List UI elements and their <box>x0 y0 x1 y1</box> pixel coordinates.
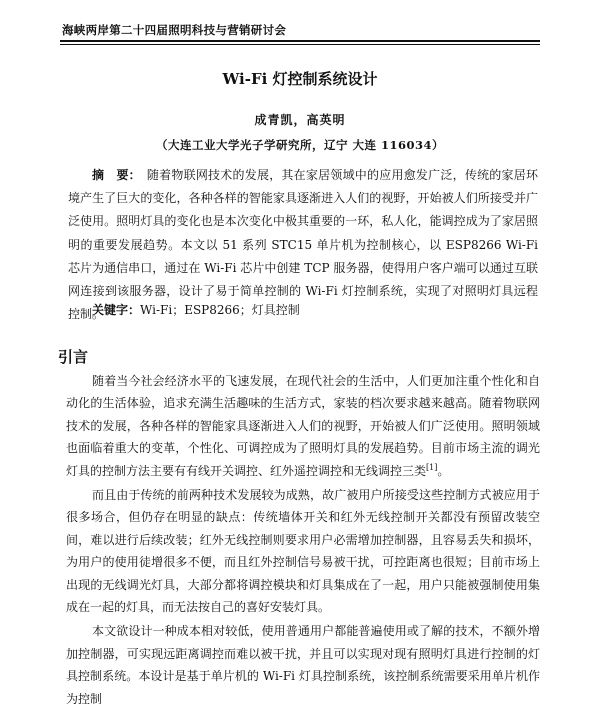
running-head: 海峡两岸第二十四届照明科技与营销研讨会 <box>62 23 287 37</box>
affiliation: （大连工业大学光子学研究所，辽宁 大连 116034） <box>155 138 444 152</box>
header-rule-thick <box>60 40 540 42</box>
intro-paragraph-3: 本文欲设计一种成本相对较低，使用普通用户都能普遍使用或了解的技术，不额外增加控制器，可实现远距离调控而难以被干扰，并且可以实现对现有照明灯具进行控制的灯具控制系统。本设计是基于单片机的 Wi-Fi 灯具控制系统，该控制系统需要采用单片机作为控制 <box>66 624 540 706</box>
keywords-label: 关键字： <box>92 303 141 317</box>
section-heading-intro: 引言 <box>58 348 89 366</box>
abstract-label: 摘 要： <box>92 168 141 182</box>
intro-paragraph-1 <box>66 370 540 482</box>
intro-paragraph-2: 而且由于传统的前两种技术发展较为成熟，故广被用户所接受这些控制方式被应用于很多场合，但仍存在明显的缺点：传统墙体开关和红外无线控制开关都没有预留改装空间，难以进行后续改装；红外无线控制则要求用户必需增加控制器，且容易丢失和损坏，为用户的使用徒增很多不便，而且红外控制信号易被干扰，可控距离也很短；目前市场上出现的无线调光灯具，大部分都将调控模块和灯具集成在了一起，用户只能被强制使用集成在一起的灯具，而无法按自己的喜好安装灯具。 <box>66 488 540 615</box>
paragraph-text: 随着当今社会经济水平的飞速发展，在现代社会的生活中，人们更加注重个性化和自动化的生活体验，追求充满生活趣味的生活方式，家装的档次要求越来越高。随着物联网技术的发展，各种各样的智能家具逐渐进入人们的视野，开始被人们广泛使用。照明领域也面临着重大的变革，个性化、可调控成为了照明灯具的发展趋势。目前市场主流的调光灯具的控制方法主要有有线开关调控、红外遥控调控和无线调控三类 <box>66 374 540 478</box>
intro-body <box>66 370 540 712</box>
keywords-text: Wi-Fi；ESP8266；灯具控制 <box>140 303 300 317</box>
paragraph-end: 。 <box>437 463 450 478</box>
paper-title: Wi-Fi 灯控制系统设计 <box>222 70 378 88</box>
keywords <box>92 301 300 318</box>
authors: 成青凯，高英明 <box>254 113 346 127</box>
header-rule-thin <box>60 44 540 45</box>
citation-ref: [1] <box>426 462 438 472</box>
abstract-text: 随着物联网技术的发展，其在家居领域中的应用愈发广泛，传统的家居环境产生了巨大的变化，各种各样的智能家具逐渐进入人们的视野，开始被人们所接受并广泛使用。照明灯具的变化也是本次变化中极其重要的一环，私人化，能调控成为了家居照明的重要发展趋势。本文以 51 系列 STC15 单片机为控制核心，以 ESP8266 Wi-Fi 芯片为通信串口，通过在 Wi-Fi 芯片中创建 TCP 服务器，使得用户客户端可以通过互联网连接到该服务器，设计了易于简单控制的 Wi-Fi 灯控制系统，实现了对照明灯具远程控制。 <box>68 168 538 322</box>
